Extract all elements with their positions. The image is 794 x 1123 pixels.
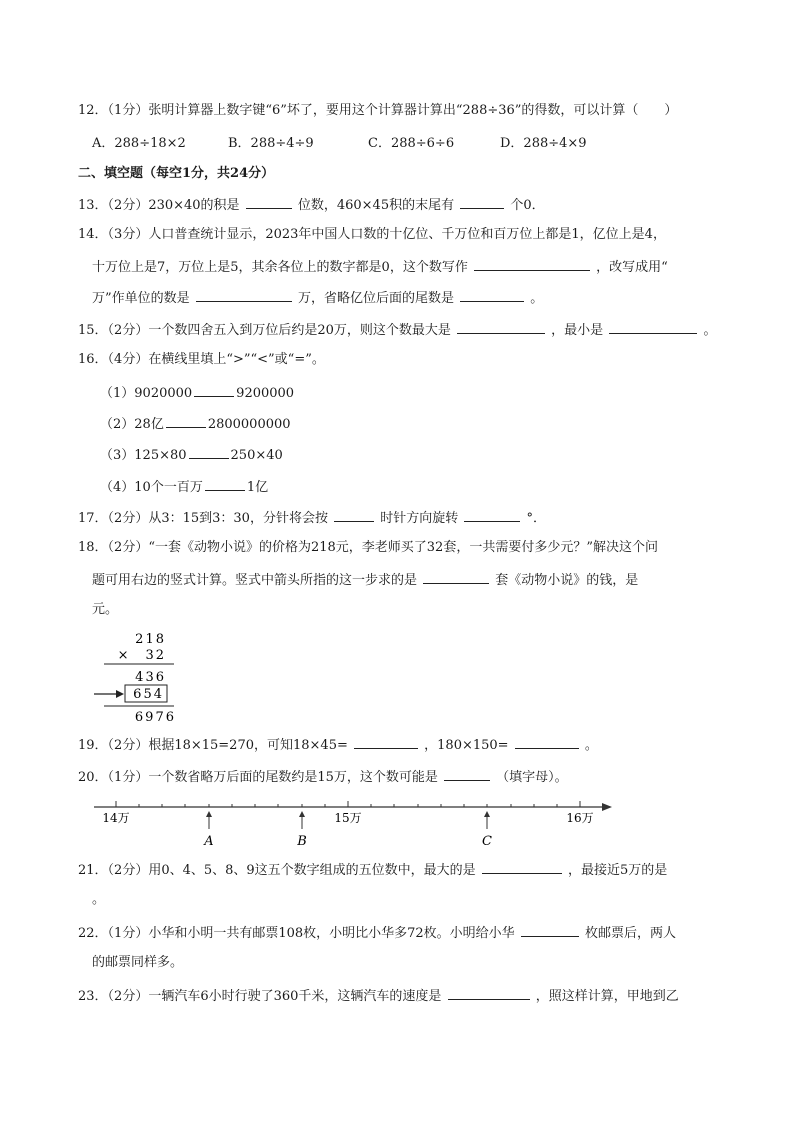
q19-text-1: 19．（2分）根据18×15=270，可知18×45= (78, 738, 348, 753)
q13 (78, 195, 545, 215)
q23-text-1: 23．（2分）一辆汽车6小时行驶了360千米，这辆汽车的速度是 (78, 989, 442, 1004)
q18-text-2b: 套《动物小说》的钱，是 (495, 573, 639, 588)
q16-item-1 (100, 383, 294, 403)
q16-item-3-right: 250×40 (230, 448, 283, 463)
q16-stem: 16．（4分）在横线里填上“>”“<”或“=”。 (78, 352, 325, 367)
q21-line-2: 。 (92, 892, 106, 907)
q18-line-3: 元。 (92, 602, 119, 617)
q15-blank-2[interactable] (609, 320, 697, 334)
q12-stem: 12．（1分）张明计算器上数字键“6”坏了，要用这个计算器计算出“288÷36”的得数，可以计算（ ） (78, 103, 678, 118)
q15 (78, 320, 716, 340)
q13-blank-2[interactable] (460, 195, 504, 209)
q16-blank-1[interactable] (194, 383, 234, 397)
arrow-icon (116, 690, 124, 698)
number-line (90, 795, 618, 851)
q13-text-1: 13．（2分）230×40的积是 (78, 198, 240, 213)
q14-blank-3[interactable] (460, 288, 524, 302)
q20 (78, 767, 568, 787)
q15-text-2: ，最小是 (551, 323, 604, 338)
q23-line-1 (78, 986, 679, 1006)
q23-blank-1[interactable] (448, 986, 530, 1000)
q23-text-2: ，照这样计算，甲地到乙 (535, 989, 679, 1004)
q12-option-c[interactable]: C．288÷6÷6 (368, 136, 455, 151)
calc-row-2: × 32 (117, 648, 166, 663)
q22-text-1: 22．（1分）小华和小明一共有邮票108枚，小明比小华多72枚。小明给小华 (78, 926, 515, 941)
q14-line-3 (92, 288, 543, 308)
q16-item-4-right: 1亿 (246, 480, 269, 495)
q21-text-2: ，最接近5万的是 (567, 863, 668, 878)
q14-text-3c: 。 (530, 291, 544, 306)
q19-text-3: 。 (584, 738, 598, 753)
section-title: 二、填空题（每空1分，共24分） (78, 166, 275, 181)
q22-line-1 (78, 923, 676, 943)
point-c-arrow-icon (484, 811, 490, 817)
q22-text-2: 枚邮票后，两人 (584, 926, 676, 941)
calc-row-3: 436 (135, 670, 166, 685)
q14-text-3b: 万，省略亿位后面的尾数是 (297, 291, 454, 306)
q18-line-2 (92, 570, 638, 590)
q12-option-d[interactable]: D．288÷4×9 (500, 136, 587, 151)
q16-item-2-right: 2800000000 (207, 417, 291, 432)
q16-item-1-left: （1）9020000 (100, 386, 193, 401)
calc-row-5: 6976 (134, 710, 176, 724)
point-b-label: B (297, 834, 307, 849)
q14-blank-1[interactable] (474, 257, 590, 271)
q19-blank-1[interactable] (354, 735, 418, 749)
q14-text-3a: 万”作单位的数是 (92, 291, 190, 306)
q16-blank-2[interactable] (166, 414, 206, 428)
axis-label-mid: 15万 (334, 811, 362, 825)
q19 (78, 735, 598, 755)
axis-label-right: 16万 (566, 811, 594, 825)
axis-label-left: 14万 (102, 811, 130, 825)
q13-blank-1[interactable] (246, 195, 292, 209)
q13-text-2: 位数，460×45积的末尾有 (297, 198, 455, 213)
q21-text-1: 21．（2分）用0、4、5、8、9这五个数字组成的五位数中，最大的是 (78, 863, 476, 878)
q17-text-2: 时针方向旋转 (380, 511, 459, 526)
q15-blank-1[interactable] (457, 320, 545, 334)
q12-option-b[interactable]: B．288÷4÷9 (228, 136, 314, 151)
q16-blank-4[interactable] (205, 477, 245, 491)
q16-item-1-right: 9200000 (236, 386, 295, 401)
q18-blank-1[interactable] (423, 570, 489, 584)
q14-text-2b: ，改写成用“ (596, 260, 668, 275)
q21-line-1 (78, 860, 667, 880)
point-a-label: A (204, 834, 214, 849)
q14-line-2 (92, 257, 668, 277)
point-c-label: C (482, 834, 492, 849)
calc-row-4: 654 (133, 687, 164, 702)
q14-blank-2[interactable] (196, 288, 292, 302)
q17-text-1: 17．（2分）从3：15到3：30，分针将会按 (78, 511, 328, 526)
vertical-calculation (92, 628, 192, 724)
q12-option-a[interactable]: A．288÷18×2 (92, 136, 186, 151)
q21-blank-1[interactable] (482, 860, 562, 874)
q13-text-3: 个0． (510, 198, 545, 213)
point-b-arrow-icon (299, 811, 305, 817)
q18-line-1: 18．（2分）“一套《动物小说》的价格为218元，李老师买了32套，一共需要付多少元？”解决这个问 (78, 540, 658, 555)
q17-text-3: °． (526, 511, 547, 526)
q16-item-2-left: （2）28亿 (100, 417, 164, 432)
q16-blank-3[interactable] (189, 445, 229, 459)
q20-text-1: 20．（1分）一个数省略万后面的尾数约是15万，这个数可能是 (78, 770, 438, 785)
q17-blank-1[interactable] (334, 508, 374, 522)
q16-item-4 (100, 477, 268, 497)
q14-line-1: 14．（3分）人口普查统计显示，2023年中国人口数的十亿位、千万位和百万位上都是1，亿位上是4， (78, 227, 666, 242)
q19-text-2: ，180×150= (424, 738, 509, 753)
q20-blank-1[interactable] (444, 767, 490, 781)
q16-item-2 (100, 414, 291, 434)
q19-blank-2[interactable] (515, 735, 579, 749)
q17-blank-2[interactable] (464, 508, 520, 522)
number-line-ticks (116, 801, 580, 807)
q15-text-1: 15．（2分）一个数四舍五入到万位后约是20万，则这个数最大是 (78, 323, 451, 338)
q20-text-2: （填字母）。 (496, 770, 568, 785)
q17 (78, 508, 546, 528)
point-a-arrow-icon (206, 811, 212, 817)
q18-text-2a: 题可用右边的竖式计算。竖式中箭头所指的这一步求的是 (92, 573, 418, 588)
q14-text-2a: 十万位上是7，万位上是5，其余各位上的数字都是0，这个数写作 (92, 260, 468, 275)
q16-item-4-left: （4）10个一百万 (100, 480, 203, 495)
number-line-arrow-icon (602, 803, 612, 811)
calc-row-1: 218 (135, 632, 166, 647)
q15-text-3: 。 (703, 323, 717, 338)
q22-line-2: 的邮票同样多。 (92, 955, 184, 970)
q16-item-3 (100, 445, 283, 465)
q16-item-3-left: （3）125×80 (100, 448, 187, 463)
q22-blank-1[interactable] (521, 923, 579, 937)
